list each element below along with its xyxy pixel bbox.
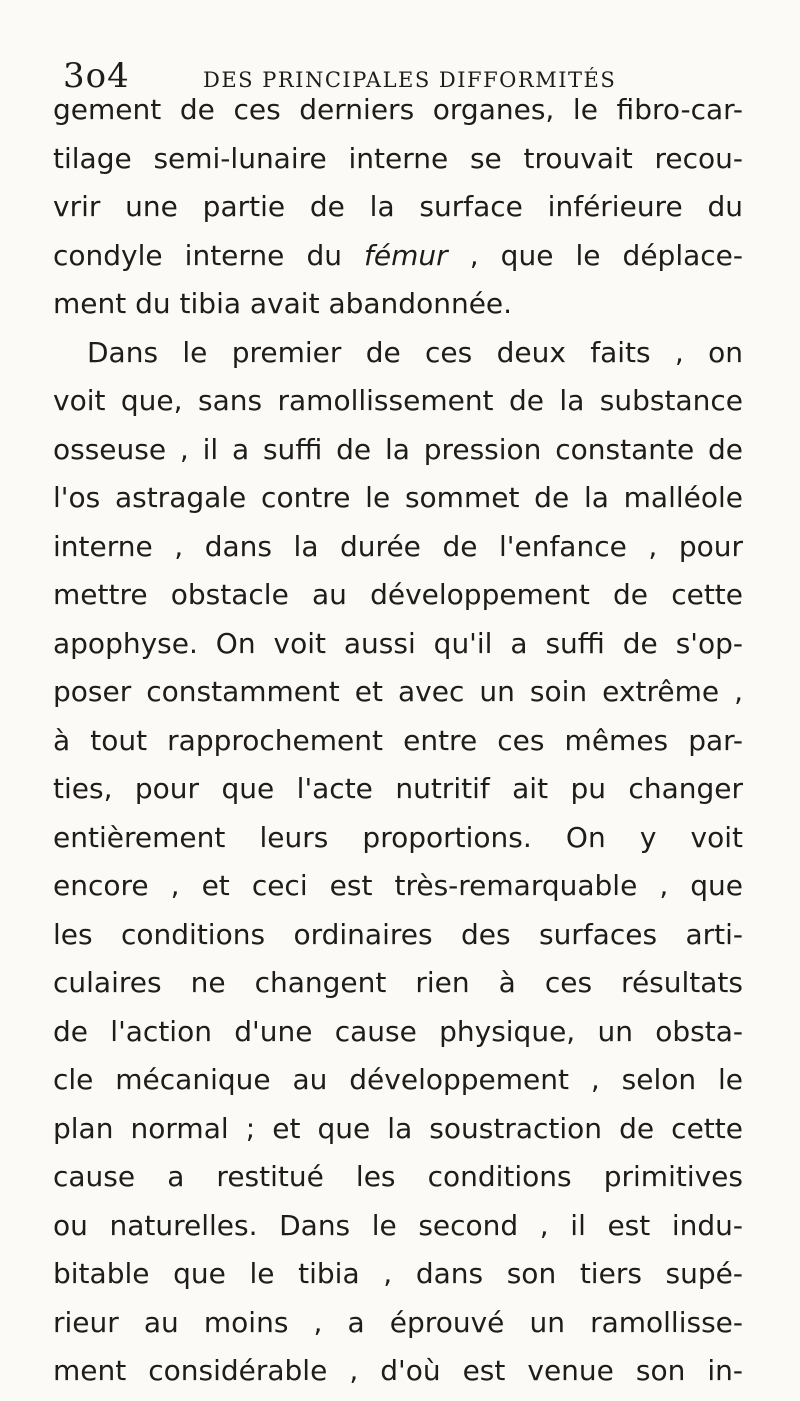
italic-term: fémur bbox=[364, 238, 448, 272]
text-line: cle mécanique au développement , selon le bbox=[53, 1063, 743, 1096]
text-line: tilage semi-lunaire interne se trouvait recou- bbox=[53, 141, 743, 175]
text-line: ment considérable , d'où est venue son in- bbox=[53, 1354, 743, 1387]
text-line: encore , et ceci est très-remarquable , que bbox=[53, 869, 743, 902]
page-number: 3o4 bbox=[63, 56, 130, 96]
text-line-start: condyle interne du bbox=[53, 238, 342, 272]
text-line: poser constamment et avec un soin extrême , bbox=[53, 675, 743, 708]
text-line: ties, pour que l'acte nutritif ait pu changer bbox=[53, 772, 743, 805]
text-line: vrir une partie de la surface inférieure du bbox=[53, 190, 743, 223]
paragraph-start-line: Dans le premier de ces deux faits , on bbox=[87, 335, 743, 369]
text-line-end: , que le déplace- bbox=[447, 238, 743, 272]
text-line: rieur au moins , a éprouvé un ramollisse- bbox=[53, 1305, 743, 1339]
text-line: culaires ne changent rien à ces résultats bbox=[53, 966, 743, 999]
text-line: de l'action d'une cause physique, un obsta- bbox=[53, 1014, 743, 1048]
text-line: ou naturelles. Dans le second , il est indu- bbox=[53, 1208, 743, 1242]
text-line bbox=[53, 232, 743, 281]
running-title: DES PRINCIPALES DIFFORMITÉS bbox=[203, 68, 617, 92]
text-line: osseuse , il a suffi de la pression constante de bbox=[53, 432, 743, 466]
text-line: plan normal ; et que la soustraction de cette bbox=[53, 1111, 743, 1145]
text-line: ment du tibia avait abandonnée. bbox=[53, 287, 513, 320]
text-line: entièrement leurs proportions. On y voit bbox=[53, 820, 743, 854]
text-line: l'os astragale contre le sommet de la malléole bbox=[53, 481, 743, 514]
text-line: les conditions ordinaires des surfaces arti- bbox=[53, 917, 743, 951]
text-line: bitable que le tibia , dans son tiers supé- bbox=[53, 1257, 743, 1290]
text-line: cause a restitué les conditions primitives bbox=[53, 1160, 743, 1193]
text-line: gement de ces derniers organes, le fibro-car- bbox=[53, 93, 743, 126]
text-line: apophyse. On voit aussi qu'il a suffi de s'op- bbox=[53, 626, 743, 660]
body-text bbox=[53, 86, 743, 1396]
text-line: mettre obstacle au développement de cette bbox=[53, 578, 743, 611]
text-line: à tout rapprochement entre ces mêmes par- bbox=[53, 723, 743, 757]
text-line: voit que, sans ramollissement de la substance bbox=[53, 384, 743, 417]
text-line: interne , dans la durée de l'enfance , pour bbox=[53, 529, 743, 563]
